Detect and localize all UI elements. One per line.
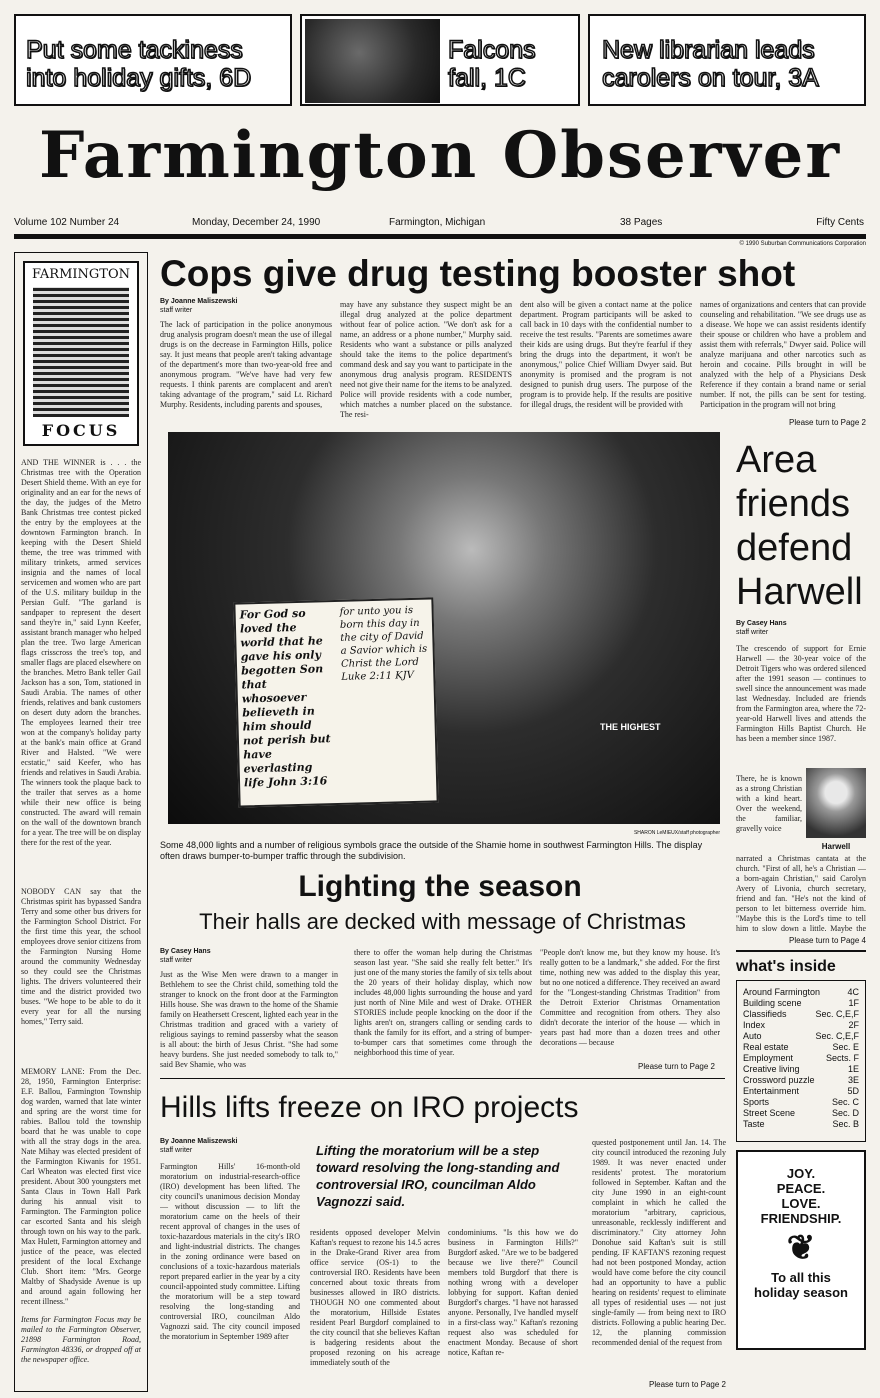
photo-credit: SHARON LeMIEUX/staff photographer	[633, 830, 720, 836]
inside-item-page: 1F	[848, 998, 859, 1008]
teaser-photo	[305, 19, 440, 103]
inside-item-page: Sec. E	[832, 1042, 859, 1052]
inside-item-label: Creative living	[743, 1064, 800, 1074]
inside-item-page: 1E	[847, 1064, 859, 1074]
inside-item-label: Around Farmington	[743, 987, 821, 997]
inside-item-page: 3E	[847, 1075, 859, 1085]
photo-caption: Some 48,000 lights and a number of religious symbols grace the outside of the Shamie home in southwest Farmington Hills. The display often draws bumper-to-bumper traffic through the subdivision.	[160, 840, 703, 861]
story4-byline: By Joanne Maliszewski	[160, 1138, 238, 1145]
story2-rule	[160, 1078, 725, 1079]
story1-col1: The lack of participation in the police anonymous drug analysis program doesn't mean the use of illegal drugs is on the decrease in Farmington Hills, police say. It just means that people aren't taking advantage of the department's more than two-year-old free and anonymous program. "We've have had very few requests. I think parents are complacent and aren't taking advantage of the program," said Lt. Richard Murphy. Residents, including parents and spouses,	[160, 320, 332, 409]
inside-item-label: Real estate	[743, 1042, 789, 1052]
inside-item-label: Taste	[743, 1119, 765, 1129]
inside-title: what's inside	[736, 958, 836, 975]
focus-logo	[23, 261, 139, 446]
story3-staff: staff writer	[736, 629, 769, 636]
inside-index-box	[736, 980, 866, 1142]
promo-line-3: LOVE.	[781, 1196, 821, 1211]
story4-col1: Farmington Hills' 16-month-old moratorium on industrial-research-office (IRO) development has been lifted. The city council's unanimous decision Monday — without discussion — to lift the moratorium came on the heels of their recent approval of changes in the uses of toxic-hazardous materials in the city's IRO and light-industrial districts. The changes in the zoning ordinance were based on conclusions of a toxic-hazardous materials report prepared earlier in the year by a city council-appointed study committee. Lifting the moratorium will be a step toward resolving the long-standing and controversial IRO, councilman Aldo Vagnozzi said. The city council imposed the moratorium in September 1989 after	[160, 1162, 300, 1341]
focus-logo-bottom: FOCUS	[41, 421, 121, 440]
inside-item[interactable]	[743, 1042, 859, 1053]
teaser-box-1[interactable]	[14, 14, 292, 106]
teaser-text-1: Put some tackiness into holiday gifts, 6D	[26, 36, 252, 92]
focus-logo-top: FARMINGTON	[32, 267, 130, 282]
inside-item-label: Entertainment	[743, 1086, 800, 1096]
inside-item-label: Sports	[743, 1097, 770, 1107]
story1-jump[interactable]: Please turn to Page 2	[789, 418, 866, 427]
sign-text-right: for unto you is born this day in the city of David a Savior which is Christ the Lord Luke 2:11 KJV	[339, 604, 428, 683]
story3-headline: Area friends defend Harwell	[736, 439, 863, 613]
inside-item-label: Classifieds	[743, 1009, 787, 1019]
inside-item-page: 5D	[847, 1086, 859, 1096]
story1-byline: By Joanne Maliszewski	[160, 298, 238, 305]
harwell-photo	[806, 768, 866, 838]
focus-item-1: AND THE WINNER is . . . the Christmas tree with the Operation Desert Shield theme. With an eye for originality and an ear for the news of the day, the judges of the Metro Bank Christmas tree contest picked the entry by the employees at the downtown Farmington branch. In keeping with the Desert Shield theme, the tree was trimmed with military trinkets, armed services insignia and the names of local servicemen and women who are part of the U.S. military buildup in the Persian Gulf. "The garland is sandpaper to represent the desert sand they're in," said Lynn Keefer, assistant branch manager who helped plan the tree. Two large American flags crisscross the tree's top, and smaller flags are placed elsewhere on the branches. Metro Bank teller Gail Jackson has a son, Tom, stationed in Saudi Arabia. The names of other friends, relatives and bank customers on desert duty adorn the branches. The employees learned their tree won at the company's holiday party at the bank's main office at Grand River and Halsted. "We were ecstatic," said Keefer, who has friends and relatives in Saudi Arabia. The winners took the plaque back to the trailer that serves as a home while their new office is being constructed. The award will remain on the wall of the downtown branch for a year. The tree will be on display there for the rest of the year.	[21, 458, 141, 847]
teaser-box-2[interactable]	[300, 14, 580, 106]
inside-item-page: Sec. C,E,F	[815, 1009, 859, 1019]
story3-text1: The crescendo of support for Ernie Harwell — the 30-year voice of the Detroit Tigers who was ordered silenced after the 1991 season — continues to swell since the announcement was made last Wednesday. Included are friends from the Farmington area, where the 72-year-old Harwell lives and attends the Farmington Hills Baptist Church. He has been a member since 1987.	[736, 644, 866, 743]
story3-text3: narrated a Christmas cantata at the church. "First of all, he's a Christian — a born-again Christian," said Carolyn Avery of Livonia, church secretary, friend and fan. "He's not the kind of person to let bitterness override him. "Maybe this is the Lord's time to tell him to slow down a little. Maybe the	[736, 854, 866, 933]
harwell-photo-label: Harwell	[821, 842, 851, 851]
volume-number: Volume 102 Number 24	[14, 217, 120, 228]
story1-col3: dent also will be given a contact name at the police department. Program participants will be asked to call back in 10 days with the confidential number to receive the test results. "Parents are sometimes aware their kids are using drugs. But they're fearful if they bring the drugs into the department, it won't be anonymous," police Chief William Dwyer said. But anonymity is promised and the program is not designed to punish drug users. The purpose of the program is to provide help. If the results are positive for illegal drugs, the resident will be provided with	[520, 300, 692, 409]
holly-icon: ❦	[786, 1229, 816, 1267]
inside-item[interactable]	[743, 1064, 859, 1075]
story4-col4: quested postponement until Jan. 14. The city council introduced the rezoning July 1989. It was never enacted under residents' protest. The moratorium followed in September. Kaftan and the city June 1990 in an eight-count complaint in which he called the moratorium "arbitrary, capricious, unreasonable, recklessly indifferent and discriminatory." City attorney John Donohue said Kaftan's suit is still pending. IF KAFTAN'S rezoning request had not been postponed Monday, action would have come before the city council had an opportunity to have a public hearing on residents' request to eliminate all types of residential uses — not just single-family — from being next to IRO districts. Following a public hearing Dec. 12, the planning commission recommended denial of the request from	[592, 1138, 726, 1347]
inside-item-label: Building scene	[743, 998, 802, 1008]
inside-item-label: Employment	[743, 1053, 794, 1063]
copyright: © 1990 Suburban Communications Corporation	[739, 241, 866, 247]
story2-col2: there to offer the woman help during the Christmas season last year. "She said she really felt better." It's just one of the many stories the family of six tells about the 20 years of their holiday display, which now includes 48,000 lights surrounding the house and yard just north of Nine Mile and west of Drake. OTHER STORIES include people knocking on the door if the lights aren't on, strangers calling or sending cards to thank the family for its effort, and a string of bumper-to-bumper cars that sometimes come through the neighborhood this time of year.	[354, 948, 532, 1057]
teaser-text-3: New librarian leads carolers on tour, 3A	[602, 36, 819, 92]
inside-item[interactable]	[743, 1020, 859, 1031]
inside-item-label: Auto	[743, 1031, 762, 1041]
masthead-rule	[14, 234, 866, 239]
banner-text: THE HIGHEST	[600, 722, 661, 732]
story2-staff: staff writer	[160, 957, 193, 964]
sign-text-left: For God so loved the world that he gave his only begotten Son that whosoever believeth in him should not perish but have everlasting life John 3:16	[239, 606, 331, 790]
inside-item[interactable]	[743, 987, 859, 998]
story2-jump[interactable]: Please turn to Page 2	[638, 1062, 715, 1071]
teaser-box-3[interactable]	[588, 14, 866, 106]
story4-col2: residents opposed developer Melvin Kaftan's request to rezone his 14.5 acres in the Drake-Grand River area from office service (OS-1) to the controversial IRO. Residents have been concerned about toxic threats from businesses allowed in IRO districts. THOUGH NO one commented about the moratorium, Hillside Estates resident Pearl Burgdorf complained to the city council that she believes Kaftan is badgering residents about the proposed rezoning on his acreage immediately south of the	[310, 1228, 440, 1367]
issue-date: Monday, December 24, 1990	[192, 217, 321, 228]
page-count: 38 Pages	[620, 217, 663, 228]
story4-pullquote: Lifting the moratorium will be a step toward resolving the long-standing and controversial IRO, councilman Aldo Vagnozzi said.	[316, 1143, 560, 1209]
story4-headline: Hills lifts freeze on IRO projects	[160, 1091, 579, 1124]
inside-item-label: Crossword puzzle	[743, 1075, 815, 1085]
inside-item-page: 4C	[847, 987, 859, 997]
story1-col4: names of organizations and centers that can provide counseling and rehabilitation. "We see drugs use as a disease. We hope we can assist residents identify their spouse or children who have a problem and assist them with referrals," Dwyer said. Police will analyze marijuana and other narcotics such as heroin and cocaine. Pills brought in will be analyzed with the help of a Physicians Desk Reference if they contain a brand name or serial number. If not, the pills can be sent for testing. Participation in the program will not bring	[700, 300, 866, 409]
inside-item-page: Sects. F	[825, 1053, 859, 1063]
inside-item-page: Sec. C	[831, 1097, 859, 1107]
story4-col3: condominiums. "Is this how we do business in Farmington Hills?" Burgdorf asked. "Are we to be badgered because we live there?" Council members told Burgdorf that there is nothing wrong with a developer lobbying for support. Kaftan denied Burgdorf's charges. "I have not harassed anyone. Personally, I've handled myself in a first-class way." Kaftan's rezoning request also was scheduled for enactment Monday. Because of short notice, Kaftan re-	[448, 1228, 578, 1357]
story2-col3: "People don't know me, but they know my house. It's really gotten to be a landmark," she added. For the first time, nothing new was added to the display this year, but no one noticed a difference. They received an award for the "Longest-standing Christmas Tradition" from the Detroit Exterior Christmas Ornamentation Committee and recognition from others. They also didn't decorate the interior of the house — which in years past had more than a dozen trees and other decorations — because	[540, 948, 720, 1047]
lights-photo	[168, 432, 720, 824]
promo-line-5: To all this	[771, 1270, 831, 1285]
inside-item-page: Sec. B	[832, 1119, 859, 1129]
inside-item-label: Street Scene	[743, 1108, 796, 1118]
inside-item[interactable]	[743, 1119, 859, 1130]
story2-subhead: Their halls are decked with message of Christmas	[199, 909, 686, 934]
inside-item[interactable]	[743, 1108, 859, 1119]
inside-item[interactable]	[743, 1097, 859, 1108]
story1-headline: Cops give drug testing booster shot	[160, 253, 796, 294]
inside-item[interactable]	[743, 1031, 859, 1042]
focus-logo-illustration	[33, 287, 129, 417]
story2-byline: By Casey Hans	[160, 948, 211, 955]
location: Farmington, Michigan	[389, 217, 486, 228]
holiday-promo	[736, 1150, 866, 1350]
inside-item-label: Index	[743, 1020, 766, 1030]
promo-line-6: holiday season	[754, 1285, 848, 1300]
inside-item-page: Sec. C,E,F	[815, 1031, 859, 1041]
inside-item[interactable]	[743, 998, 859, 1009]
promo-line-1: JOY.	[786, 1166, 816, 1181]
inside-item[interactable]	[743, 1053, 859, 1064]
story1-staff: staff writer	[160, 307, 193, 314]
story4-jump[interactable]: Please turn to Page 2	[649, 1380, 726, 1389]
scripture-sign	[233, 597, 438, 807]
focus-sidebar	[14, 252, 148, 1392]
teaser-text-2: Falcons fall, 1C	[448, 36, 536, 92]
focus-item-4: Items for Farmington Focus may be mailed to the Farmington Observer, 21898 Farmington Road, Farmington 48336, or dropped off at the newspaper office.	[21, 1315, 141, 1364]
story3-text2: There, he is known as a strong Christian with a kind heart. Over the weekend, the familiar, gravelly voice	[736, 774, 802, 833]
story2-col1: Just as the Wise Men were drawn to a manger in Bethlehem to see the Christ child, something told the stranger to knock on the front door at the Farmington Hills house. She was drawn to the home of the Shamie family on Heathersett Crescent, lighted each year in the Christmas tradition and graced with a variety of religious sayings to remind passersby what the season is all about: the birth of Jesus Christ. "She had some heavy burdens. She just needed somebody to talk to," said Bev Shamie, who was	[160, 970, 338, 1069]
focus-item-3: MEMORY LANE: From the Dec. 28, 1950, Farmington Enterprise: E.F. Ballou, Farmington Township dog warden, warned that late winter and spring are the worst time for rabies. Ballou told the township board that he was unable to cope with all the stray dogs in the area. Nate Mihay was elected president of the Farmington Kiwanis for 1951. Carl Wheaton was elected first vice president. About 300 youngsters met Santa Claus in Town Hall Park during his annual visit to Farmington. The Farmington police car escorted Santa and his sleigh through town on his way to the park. Max Hulett, Farmington attorney and justice of the peace, was elected president of the local Exchange Club. Short item: "Mrs. George Maltby of Shadyside Avenue is up and around again following her recent illness."	[21, 1067, 141, 1306]
story1-col2: may have any substance they suspect might be an illegal drug analyzed at the police department without fear of police action. "We don't ask for a name, an address or a phone number," Murphy said. Residents who want a substance or pills analyzed should take the items to the police department's command desk and say you want to participate in the anonymous drug analysis program. RESIDENTS need not give their name for the items to be analyzed. Police will provide residents with a code number, which matches a number placed on the substance. The resi-	[340, 300, 512, 419]
story3-rule	[736, 950, 866, 952]
story3-jump[interactable]: Please turn to Page 4	[789, 936, 866, 945]
inside-item[interactable]	[743, 1086, 859, 1097]
focus-item-2: NOBODY CAN say that the Christmas spirit has bypassed Sandra Terry and some other bus drivers for the Farmington School District. For the first time this year, the school employees drove senior citizens from the Farmington Nursing Home around the community Wednesday so they could see the Christmas lights. The drivers volunteered their time and the district provided two buses. "We hope to be able to do it every year for all the nursing homes," Terry said.	[21, 887, 141, 1026]
promo-line-2: PEACE.	[776, 1181, 826, 1196]
story2-headline: Lighting the season	[298, 870, 582, 903]
price: Fifty Cents	[816, 217, 864, 228]
inside-item[interactable]	[743, 1009, 859, 1020]
promo-line-4: FRIENDSHIP.	[760, 1211, 842, 1226]
story3-byline: By Casey Hans	[736, 620, 787, 627]
inside-item-page: 2F	[848, 1020, 859, 1030]
inside-item-page: Sec. D	[831, 1108, 859, 1118]
inside-item[interactable]	[743, 1075, 859, 1086]
story4-staff: staff writer	[160, 1147, 193, 1154]
inside-list	[743, 987, 859, 1130]
masthead-title: Farmington Observer	[38, 118, 842, 193]
